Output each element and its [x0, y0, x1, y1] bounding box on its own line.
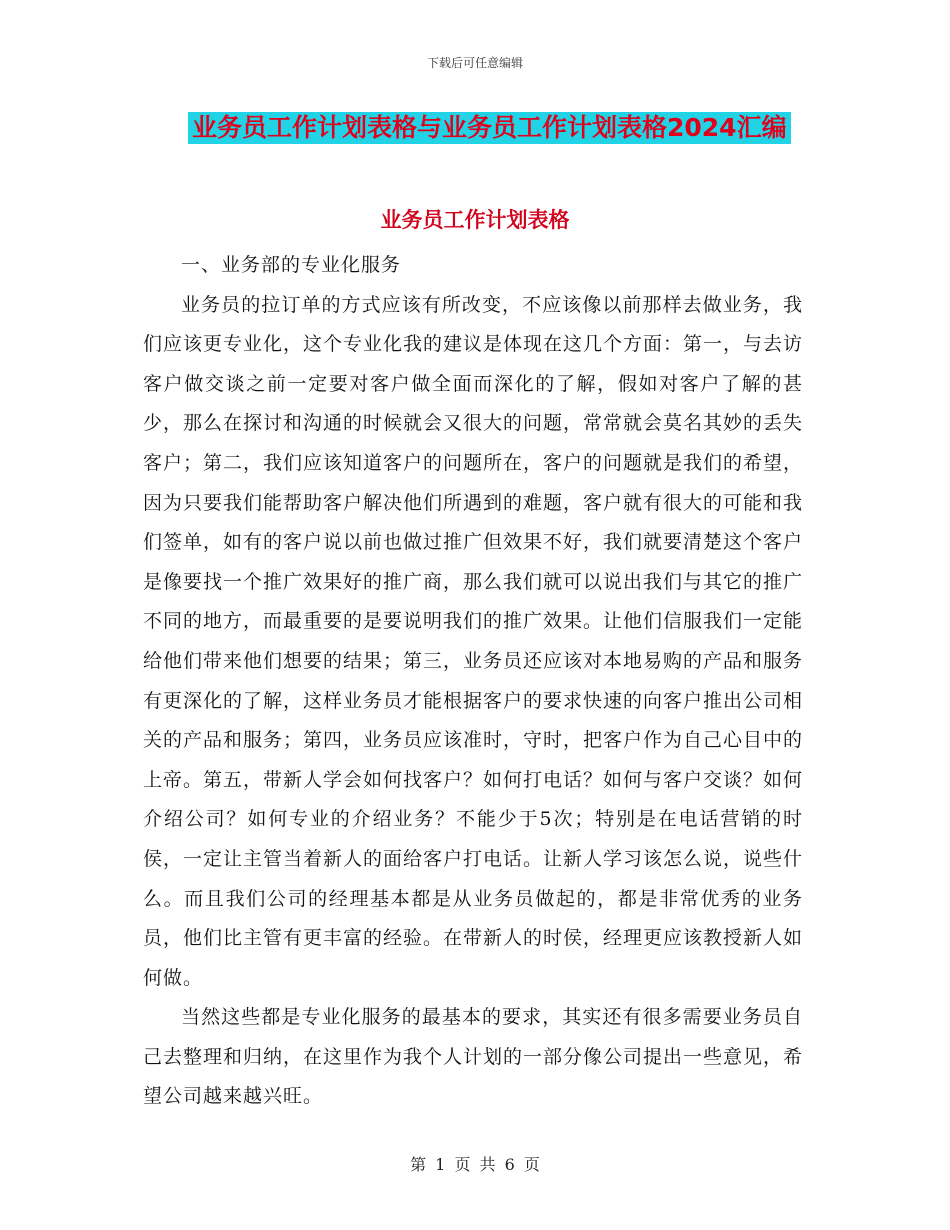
page-footer: 第 1 页 共 6 页 [410, 1155, 540, 1174]
section-title: 业务员工作计划表格 [380, 208, 570, 232]
paragraph-2: 当然这些都是专业化服务的最基本的要求，其实还有很多需要业务员自己去整理和归纳，在这里作为我个人计划的一部分像公司提出一些意见，希望公司越来越兴旺。 [143, 1006, 804, 1108]
section-heading: 一、业务部的专业化服务 [181, 254, 402, 276]
header-note: 下载后可任意编辑 [426, 56, 523, 70]
document-title: 业务员工作计划表格与业务员工作计划表格2024汇编 [188, 112, 791, 144]
document-body [143, 246, 803, 1117]
paragraph-1: 业务员的拉订单的方式应该有所改变，不应该像以前那样去做业务，我们应该更专业化，这个专业化我的建议是体现在这几个方面：第一，与去访客户做交谈之前一定要对客户做全面而深化的了解，假如对客户了解的甚少，那么在探讨和沟通的时候就会又很大的问题，常常就会莫名其妙的丢失客户；第二，我们应该知道客户的问题所在，客户的问题就是我们的希望，因为只要我们能帮助客户解决他们所遇到的难题，客户就有很大的可能和我们签单，如有的客户说以前也做过推广但效果不好，我们就要清楚这个客户是像要找一个推广效果好的推广商，那么我们就可以说出我们与其它的推广不同的地方，而最重要的是要说明我们的推广效果。让他们信服我们一定能给他们带来他们想要的结果；第三，业务员还应该对本地易购的产品和服务有更深化的了解，这样业务员才能根据客户的要求快速的向客户推出公司相关的产品和服务；第四，业务员应该准时，守时，把客户作为自己心目中的上帝。第五，带新人学会如何找客户？如何打电话？如何与客户交谈？如何介绍公司？如何专业的介绍业务？不能少于5次；特别是在电话营销的时侯，一定让主管当着新人的面给客户打电话。让新人学习该怎么说，说些什么。而且我们公司的经理基本都是从业务员做起的，都是非常优秀的业务员，他们比主管有更丰富的经验。在带新人的时侯，经理更应该教授新人如何做。 [143, 293, 804, 989]
